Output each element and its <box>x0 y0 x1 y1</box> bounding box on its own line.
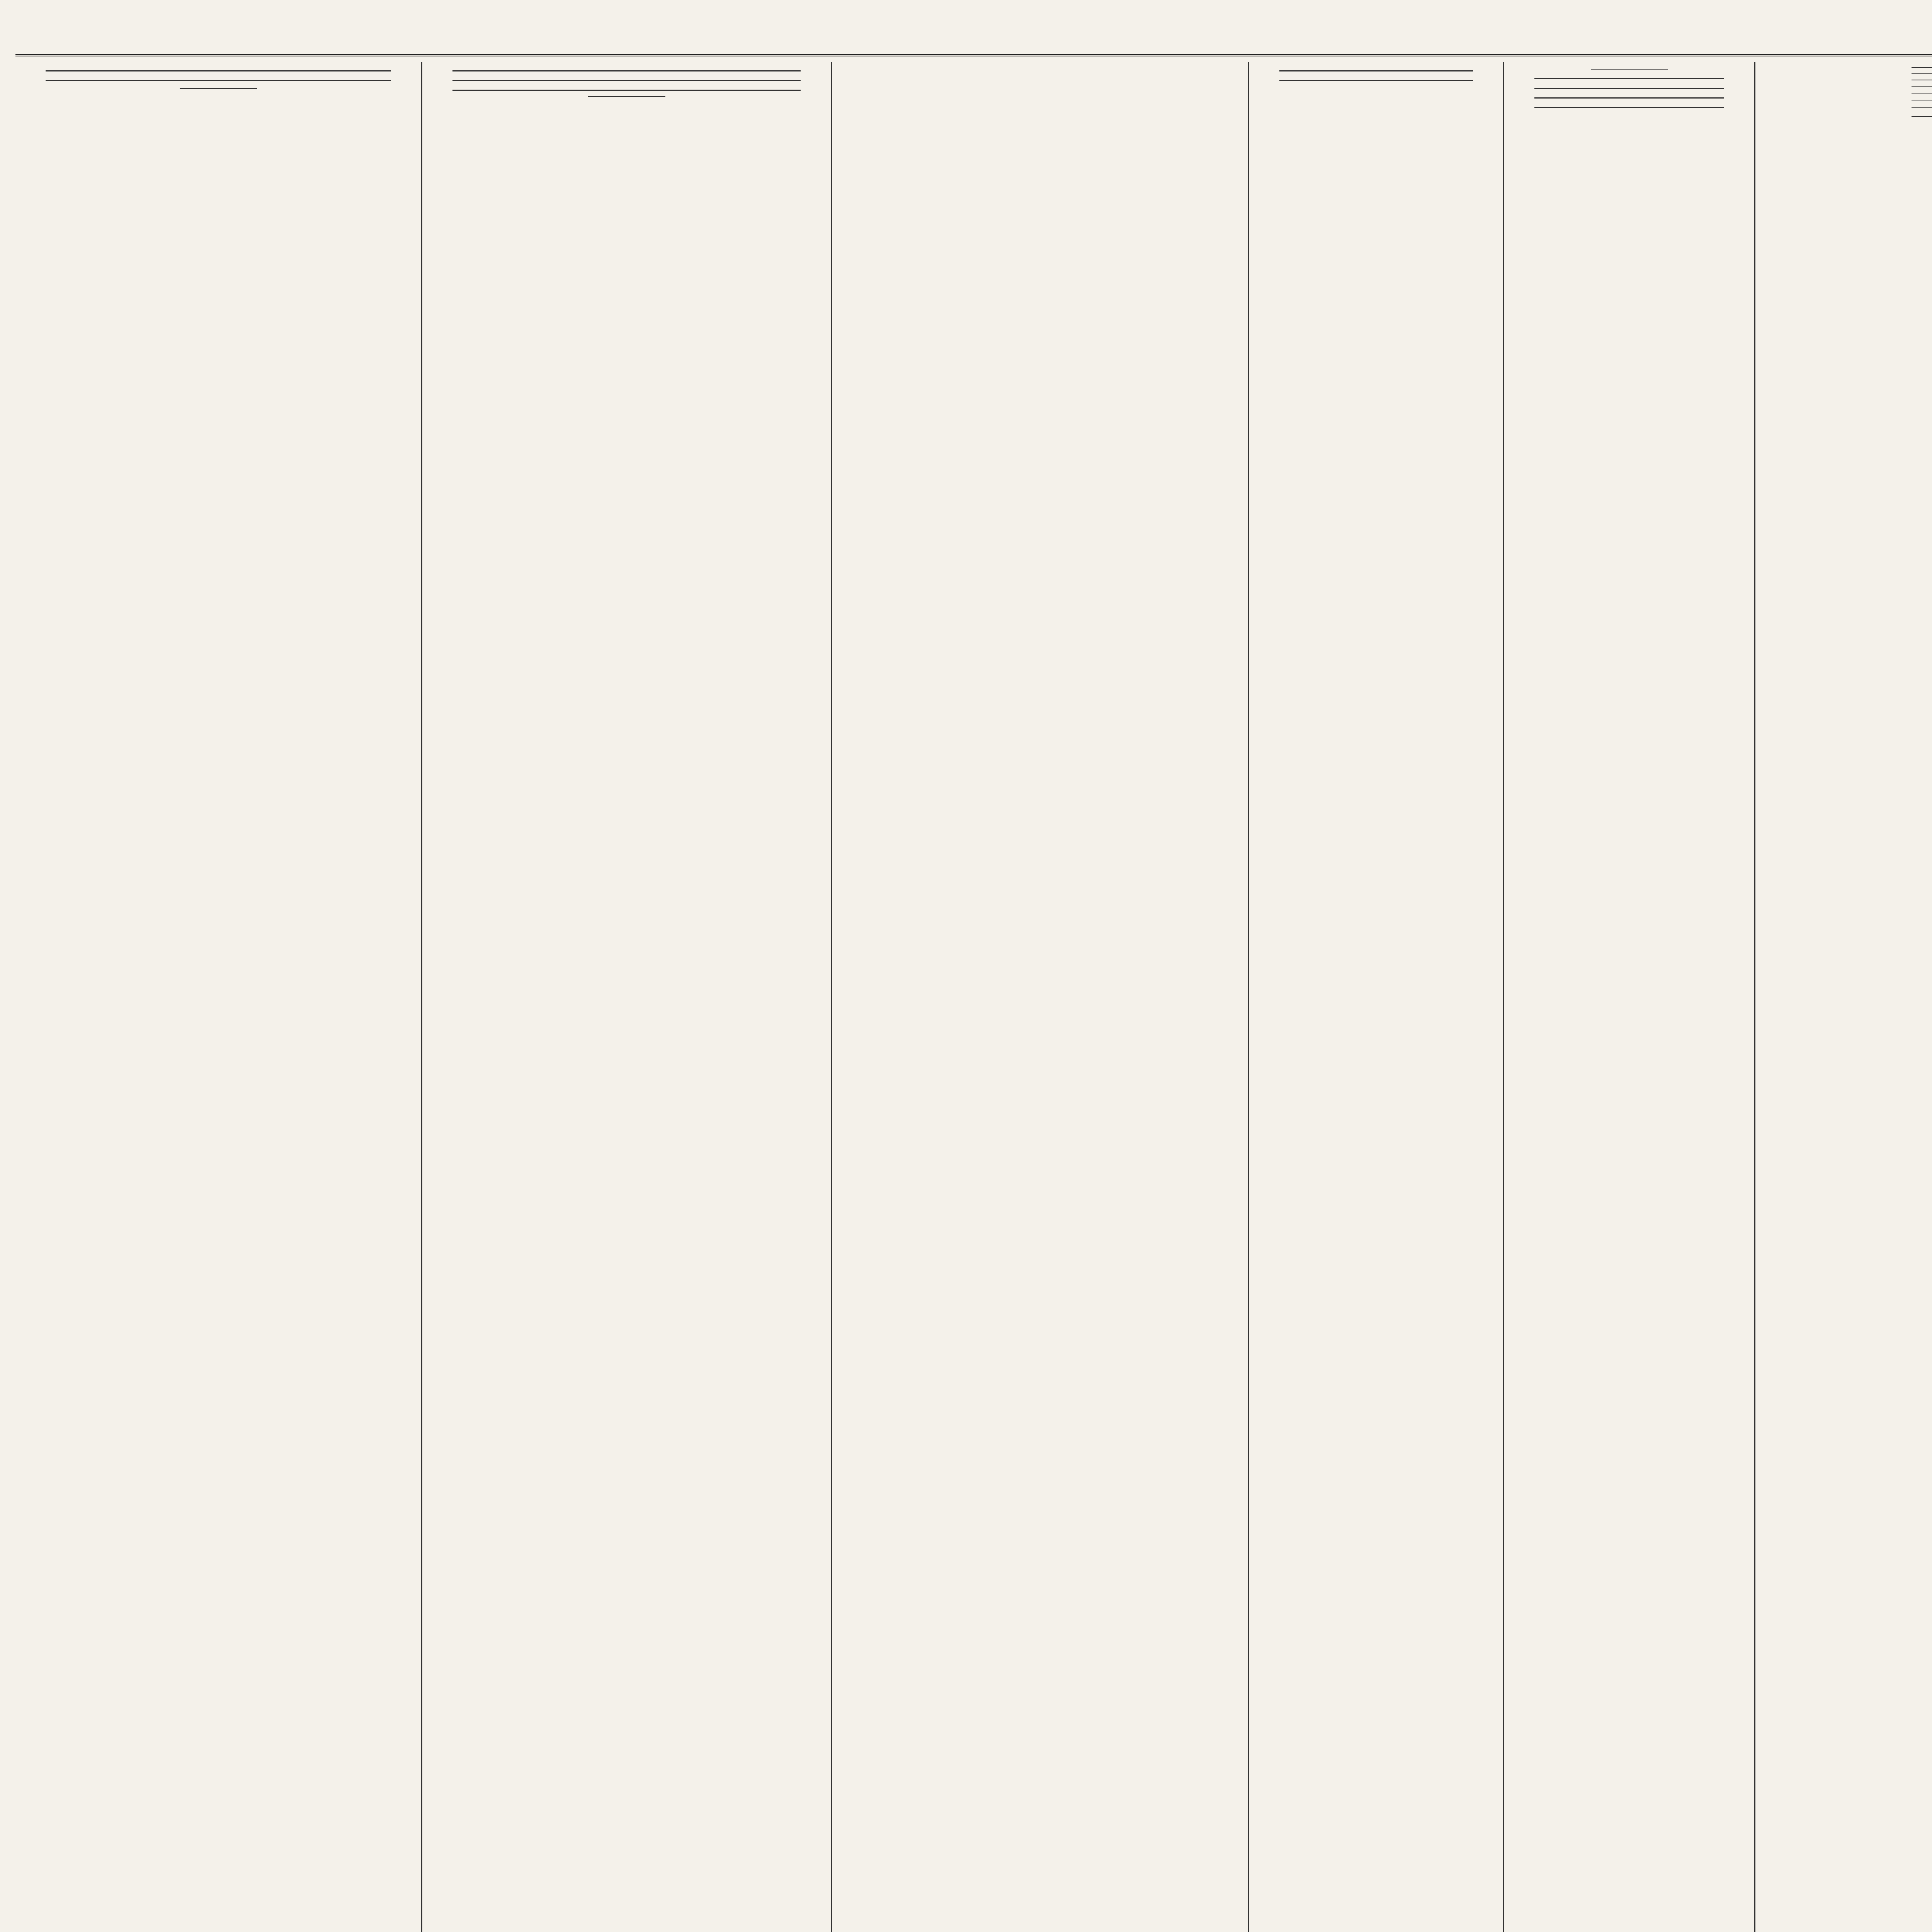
divider <box>1912 116 1932 117</box>
divider <box>46 70 391 71</box>
column-6 <box>1248 62 1263 1932</box>
divider <box>1912 67 1932 68</box>
divider <box>1534 88 1724 89</box>
divider <box>452 70 801 71</box>
divider <box>588 96 665 97</box>
divider <box>452 90 801 91</box>
divider <box>1534 97 1724 99</box>
divider <box>1534 78 1724 79</box>
column-2 <box>421 62 831 1932</box>
column-1 <box>15 62 421 1932</box>
masthead <box>15 12 1932 56</box>
divider <box>46 80 391 81</box>
column-5 <box>1503 62 1754 1932</box>
divider <box>1912 73 1932 74</box>
divider <box>180 88 257 89</box>
divider <box>1279 70 1473 71</box>
ad-column-local <box>1754 62 1932 1932</box>
divider <box>1912 107 1932 108</box>
divider <box>1534 107 1724 108</box>
divider <box>1591 69 1668 70</box>
divider <box>1279 80 1473 81</box>
column-3 <box>831 62 1248 1932</box>
divider <box>452 80 801 81</box>
column-4 <box>1248 62 1503 1932</box>
divider <box>1912 86 1932 87</box>
